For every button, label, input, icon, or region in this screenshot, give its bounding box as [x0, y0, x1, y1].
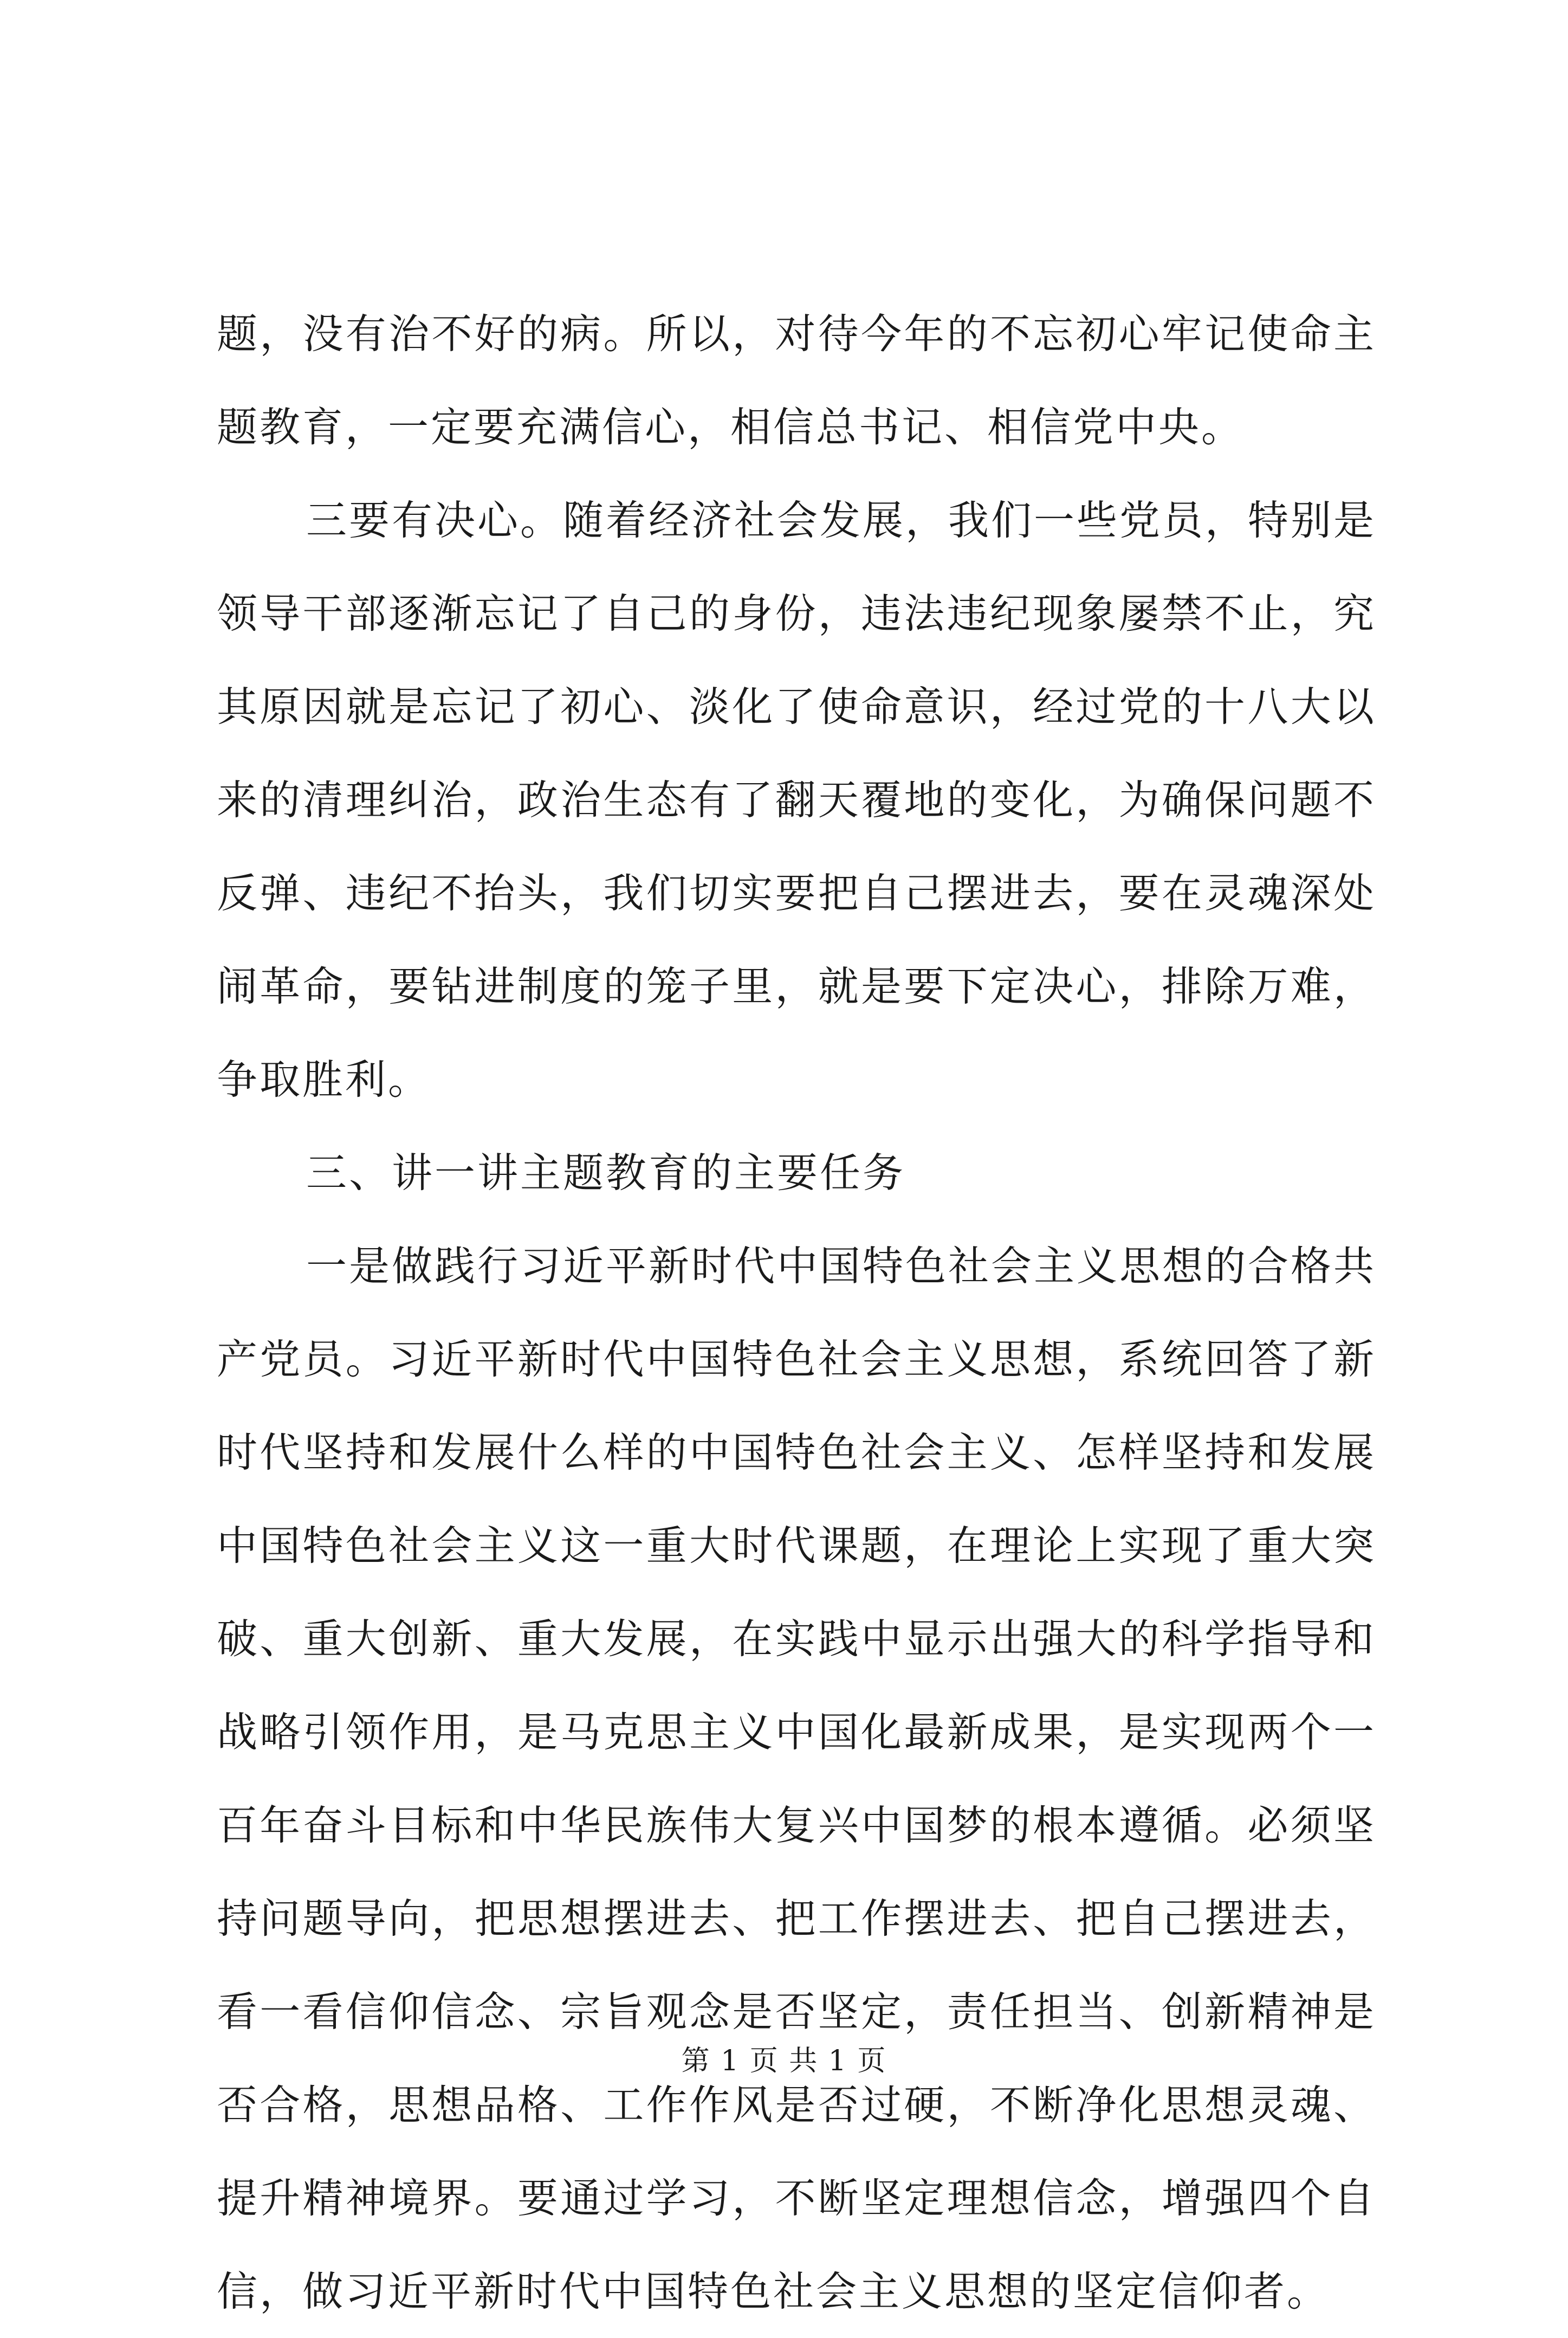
paragraph-4: 一是做践行习近平新时代中国特色社会主义思想的合格共产党员。习近平新时代中国特色社会主义思想，系统回答了新时代坚持和发展什么样的中国特色社会主义、怎样坚持和发展中国特色社会主义这一重大时代课题，在理论上实现了重大突破、重大创新、重大发展，在实践中显示出强大的科学指导和战略引领作用，是马克思主义中国化最新成果，是实现两个一百年奋斗目标和中华民族伟大复兴中国梦的根本遵循。必须坚持问题导向，把思想摆进去、把工作摆进去、把自己摆进去，看一看信仰信念、宗旨观念是否坚定，责任担当、创新精神是否合格，思想品格、工作作风是否过硬，不断净化思想灵魂、提升精神境界。要通过学习，不断坚定理想信念，增强四个自信，做习近平新时代中国特色社会主义思想的坚定信仰者。	[217, 1242, 1377, 2315]
page-footer: 第 1 页 共 1 页	[681, 2045, 887, 2077]
paragraph-2: 三要有决心。随着经济社会发展，我们一些党员，特别是领导干部逐渐忘记了自己的身份，违法违纪现象屡禁不止，究其原因就是忘记了初心、淡化了使命意识，经过党的十八大以来的清理纠治，政治生态有了翻天覆地的变化，为确保问题不反弹、违纪不抬头，我们切实要把自己摆进去，要在灵魂深处闹革命，要钻进制度的笼子里，就是要下定决心，排除万难，争取胜利。	[217, 496, 1377, 1103]
section-heading: 三、讲一讲主题教育的主要任务	[306, 1149, 906, 1197]
paragraph-1: 题，没有治不好的病。所以，对待今年的不忘初心牢记使命主题教育，一定要充满信心，相信总书记、相信党中央。	[217, 310, 1376, 451]
document-body	[217, 287, 1376, 2338]
